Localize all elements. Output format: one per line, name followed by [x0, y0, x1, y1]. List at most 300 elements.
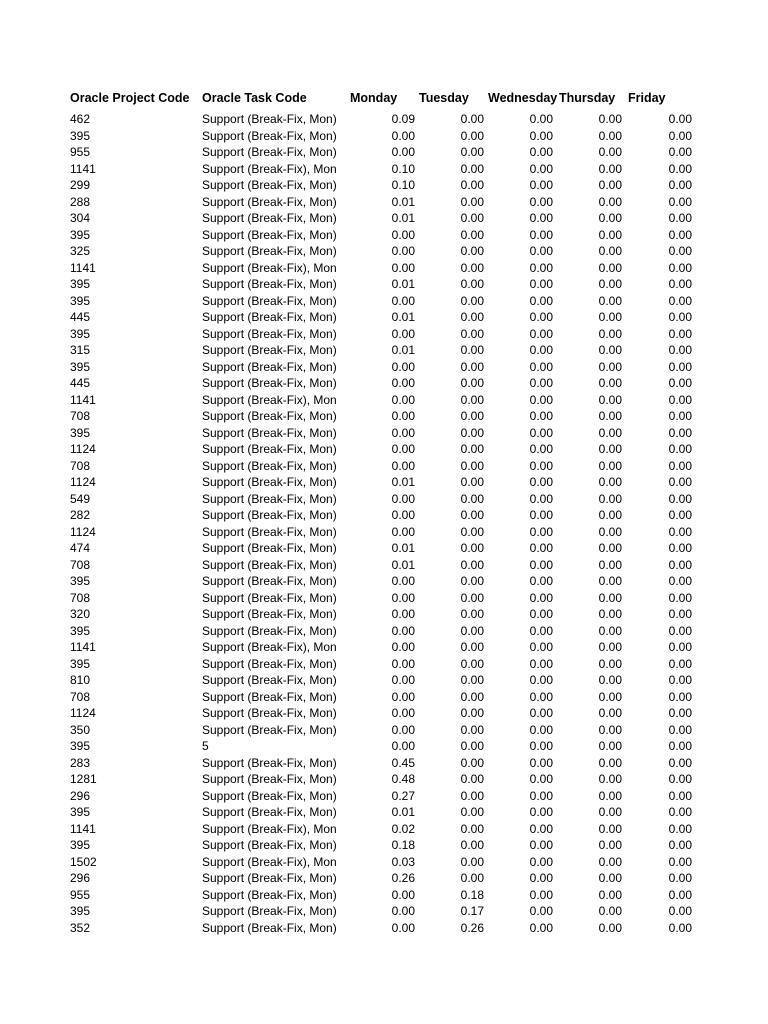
table-row	[70, 590, 710, 607]
cell-project-code: 395	[70, 623, 91, 638]
cell-thursday: 0.00	[598, 640, 622, 654]
cell-tuesday: 0.00	[460, 425, 484, 440]
table-row	[70, 326, 710, 343]
cell-wednesday: 0.00	[529, 244, 553, 258]
table-row	[70, 111, 710, 128]
table-row	[70, 375, 710, 392]
cell-project-code: 296	[70, 788, 91, 803]
cell-project-code: 395	[70, 128, 91, 143]
cell-tuesday: 0.00	[460, 838, 484, 852]
cell-thursday: 0.00	[598, 161, 622, 176]
cell-tuesday: 0.00	[460, 656, 484, 671]
cell-friday: 0.00	[668, 755, 692, 770]
cell-wednesday: 0.00	[529, 623, 553, 638]
cell-wednesday: 0.00	[529, 673, 553, 687]
cell-wednesday: 0.00	[529, 194, 553, 209]
cell-friday: 0.00	[668, 343, 692, 357]
cell-wednesday: 0.00	[529, 491, 553, 506]
table-row	[70, 128, 710, 145]
cell-thursday: 0.00	[598, 227, 622, 242]
cell-wednesday: 0.00	[529, 145, 553, 159]
cell-project-code: 299	[70, 178, 91, 192]
cell-monday: 0.00	[391, 244, 415, 258]
cell-project-code: 1141	[70, 161, 96, 176]
cell-friday: 0.00	[668, 656, 692, 671]
header-wednesday: Wednesday	[488, 91, 558, 105]
cell-friday: 0.00	[668, 442, 692, 456]
cell-thursday: 0.00	[598, 541, 622, 555]
cell-thursday: 0.00	[598, 689, 622, 704]
cell-project-code: 708	[70, 557, 91, 572]
cell-task-code: Support (Break-Fix, Mon)	[202, 689, 337, 704]
cell-wednesday: 0.00	[529, 854, 553, 869]
cell-tuesday: 0.00	[460, 590, 484, 605]
cell-project-code: 1124	[70, 442, 96, 456]
cell-wednesday: 0.00	[529, 739, 553, 753]
cell-task-code: Support (Break-Fix, Mon)	[202, 656, 337, 671]
cell-tuesday: 0.00	[460, 772, 484, 786]
cell-wednesday: 0.00	[529, 755, 553, 770]
cell-tuesday: 0.00	[460, 821, 484, 836]
header-thursday: Thursday	[559, 91, 616, 105]
cell-monday: 0.01	[391, 277, 415, 291]
cell-friday: 0.00	[668, 244, 692, 258]
cell-friday: 0.00	[668, 524, 692, 539]
cell-tuesday: 0.00	[460, 128, 484, 143]
cell-project-code: 320	[70, 607, 91, 621]
cell-thursday: 0.00	[598, 623, 622, 638]
cell-project-code: 1124	[70, 706, 96, 720]
cell-task-code: 5	[202, 739, 209, 753]
cell-tuesday: 0.00	[460, 277, 484, 291]
cell-wednesday: 0.00	[529, 227, 553, 242]
cell-wednesday: 0.00	[529, 557, 553, 572]
cell-thursday: 0.00	[598, 260, 622, 275]
cell-task-code: Support (Break-Fix, Mon)	[202, 805, 337, 819]
cell-wednesday: 0.00	[529, 541, 553, 555]
timesheet-table	[70, 89, 710, 936]
cell-wednesday: 0.00	[529, 805, 553, 819]
cell-friday: 0.00	[668, 805, 692, 819]
cell-wednesday: 0.00	[529, 607, 553, 621]
cell-tuesday: 0.00	[460, 326, 484, 341]
cell-task-code: Support (Break-Fix, Mon)	[202, 788, 337, 803]
cell-thursday: 0.00	[598, 854, 622, 869]
cell-tuesday: 0.00	[460, 574, 484, 588]
cell-wednesday: 0.00	[529, 293, 553, 308]
cell-thursday: 0.00	[598, 211, 622, 225]
cell-wednesday: 0.00	[529, 590, 553, 605]
cell-friday: 0.00	[668, 458, 692, 473]
cell-thursday: 0.00	[598, 805, 622, 819]
cell-project-code: 708	[70, 458, 91, 473]
cell-thursday: 0.00	[598, 755, 622, 770]
cell-friday: 0.00	[668, 211, 692, 225]
cell-wednesday: 0.00	[529, 310, 553, 324]
cell-tuesday: 0.00	[460, 788, 484, 803]
cell-monday: 0.00	[391, 458, 415, 473]
cell-friday: 0.00	[668, 574, 692, 588]
table-row	[70, 689, 710, 706]
cell-task-code: Support (Break-Fix, Mon)	[202, 475, 337, 489]
cell-task-code: Support (Break-Fix, Mon)	[202, 772, 337, 786]
table-row	[70, 392, 710, 409]
table-row	[70, 705, 710, 722]
cell-wednesday: 0.00	[529, 838, 553, 852]
cell-thursday: 0.00	[598, 277, 622, 291]
cell-thursday: 0.00	[598, 293, 622, 308]
cell-friday: 0.00	[668, 161, 692, 176]
table-row	[70, 903, 710, 920]
table-row	[70, 144, 710, 161]
table-row	[70, 408, 710, 425]
table-row	[70, 804, 710, 821]
cell-tuesday: 0.00	[460, 458, 484, 473]
cell-friday: 0.00	[668, 310, 692, 324]
cell-monday: 0.27	[391, 788, 415, 803]
cell-project-code: 955	[70, 887, 91, 902]
cell-monday: 0.00	[391, 128, 415, 143]
cell-thursday: 0.00	[598, 574, 622, 588]
cell-friday: 0.00	[668, 541, 692, 555]
cell-thursday: 0.00	[598, 920, 622, 935]
cell-wednesday: 0.00	[529, 211, 553, 225]
cell-monday: 0.00	[391, 739, 415, 753]
cell-tuesday: 0.00	[460, 755, 484, 770]
cell-tuesday: 0.00	[460, 145, 484, 159]
cell-monday: 0.00	[391, 640, 415, 654]
cell-project-code: 395	[70, 656, 91, 671]
cell-wednesday: 0.00	[529, 887, 553, 902]
cell-thursday: 0.00	[598, 904, 622, 918]
cell-task-code: Support (Break-Fix, Mon)	[202, 607, 337, 621]
cell-thursday: 0.00	[598, 409, 622, 423]
cell-project-code: 395	[70, 904, 91, 918]
cell-tuesday: 0.00	[460, 854, 484, 869]
cell-project-code: 395	[70, 805, 91, 819]
cell-tuesday: 0.00	[460, 359, 484, 374]
cell-project-code: 445	[70, 310, 91, 324]
cell-monday: 0.00	[391, 722, 415, 737]
cell-wednesday: 0.00	[529, 260, 553, 275]
cell-thursday: 0.00	[598, 458, 622, 473]
header-project-code: Oracle Project Code	[70, 91, 190, 105]
cell-task-code: Support (Break-Fix, Mon)	[202, 128, 337, 143]
cell-task-code: Support (Break-Fix, Mon)	[202, 293, 337, 308]
cell-tuesday: 0.00	[460, 871, 484, 885]
cell-project-code: 708	[70, 409, 91, 423]
cell-friday: 0.00	[668, 178, 692, 192]
table-row	[70, 738, 710, 755]
cell-monday: 0.18	[391, 838, 415, 852]
cell-task-code: Support (Break-Fix, Mon)	[202, 871, 337, 885]
cell-project-code: 1141	[70, 392, 96, 407]
cell-tuesday: 0.00	[460, 293, 484, 308]
cell-thursday: 0.00	[598, 838, 622, 852]
table-row	[70, 540, 710, 557]
cell-monday: 0.01	[391, 805, 415, 819]
cell-tuesday: 0.00	[460, 244, 484, 258]
cell-tuesday: 0.18	[460, 887, 484, 902]
cell-tuesday: 0.00	[460, 706, 484, 720]
cell-friday: 0.00	[668, 920, 692, 935]
cell-monday: 0.00	[391, 656, 415, 671]
cell-project-code: 395	[70, 838, 91, 852]
cell-tuesday: 0.00	[460, 376, 484, 390]
cell-tuesday: 0.00	[460, 475, 484, 489]
cell-thursday: 0.00	[598, 359, 622, 374]
cell-tuesday: 0.00	[460, 508, 484, 522]
cell-tuesday: 0.00	[460, 557, 484, 572]
cell-project-code: 352	[70, 920, 91, 935]
cell-tuesday: 0.00	[460, 805, 484, 819]
cell-thursday: 0.00	[598, 673, 622, 687]
cell-thursday: 0.00	[598, 788, 622, 803]
cell-task-code: Support (Break-Fix, Mon)	[202, 623, 337, 638]
cell-friday: 0.00	[668, 607, 692, 621]
cell-task-code: Support (Break-Fix, Mon)	[202, 524, 337, 539]
cell-task-code: Support (Break-Fix), Mon	[202, 640, 337, 654]
cell-tuesday: 0.00	[460, 640, 484, 654]
cell-tuesday: 0.00	[460, 722, 484, 737]
table-row	[70, 425, 710, 442]
cell-friday: 0.00	[668, 508, 692, 522]
table-row	[70, 557, 710, 574]
cell-monday: 0.00	[391, 442, 415, 456]
cell-wednesday: 0.00	[529, 508, 553, 522]
cell-wednesday: 0.00	[529, 920, 553, 935]
cell-monday: 0.00	[391, 706, 415, 720]
cell-friday: 0.00	[668, 260, 692, 275]
cell-wednesday: 0.00	[529, 788, 553, 803]
cell-wednesday: 0.00	[529, 706, 553, 720]
cell-thursday: 0.00	[598, 557, 622, 572]
table-row	[70, 887, 710, 904]
cell-thursday: 0.00	[598, 326, 622, 341]
cell-thursday: 0.00	[598, 112, 622, 126]
cell-monday: 0.00	[391, 508, 415, 522]
cell-thursday: 0.00	[598, 442, 622, 456]
cell-project-code: 462	[70, 112, 91, 126]
cell-project-code: 1141	[70, 821, 96, 836]
cell-friday: 0.00	[668, 293, 692, 308]
cell-task-code: Support (Break-Fix), Mon	[202, 161, 337, 176]
table-row	[70, 227, 710, 244]
cell-project-code: 810	[70, 673, 91, 687]
cell-monday: 0.00	[391, 524, 415, 539]
cell-wednesday: 0.00	[529, 458, 553, 473]
cell-monday: 0.10	[391, 161, 415, 176]
cell-tuesday: 0.00	[460, 178, 484, 192]
cell-task-code: Support (Break-Fix, Mon)	[202, 227, 337, 242]
cell-task-code: Support (Break-Fix, Mon)	[202, 194, 337, 209]
cell-project-code: 395	[70, 227, 91, 242]
cell-monday: 0.00	[391, 425, 415, 440]
cell-friday: 0.00	[668, 904, 692, 918]
cell-project-code: 395	[70, 277, 91, 291]
cell-tuesday: 0.00	[460, 392, 484, 407]
cell-tuesday: 0.00	[460, 739, 484, 753]
cell-task-code: Support (Break-Fix, Mon)	[202, 244, 337, 258]
table-row	[70, 276, 710, 293]
cell-wednesday: 0.00	[529, 656, 553, 671]
cell-project-code: 708	[70, 590, 91, 605]
table-row	[70, 524, 710, 541]
cell-tuesday: 0.00	[460, 673, 484, 687]
table-row	[70, 161, 710, 178]
table-row	[70, 672, 710, 689]
cell-monday: 0.48	[391, 772, 415, 786]
cell-friday: 0.00	[668, 871, 692, 885]
cell-tuesday: 0.00	[460, 343, 484, 357]
cell-task-code: Support (Break-Fix, Mon)	[202, 112, 337, 126]
cell-project-code: 304	[70, 211, 91, 225]
cell-friday: 0.00	[668, 376, 692, 390]
cell-task-code: Support (Break-Fix, Mon)	[202, 376, 337, 390]
cell-wednesday: 0.00	[529, 425, 553, 440]
cell-monday: 0.00	[391, 293, 415, 308]
cell-thursday: 0.00	[598, 128, 622, 143]
cell-monday: 0.00	[391, 145, 415, 159]
cell-monday: 0.26	[391, 871, 415, 885]
cell-task-code: Support (Break-Fix, Mon)	[202, 310, 337, 324]
cell-task-code: Support (Break-Fix, Mon)	[202, 673, 337, 687]
cell-monday: 0.01	[391, 475, 415, 489]
cell-thursday: 0.00	[598, 821, 622, 836]
table-row	[70, 722, 710, 739]
cell-friday: 0.00	[668, 227, 692, 242]
table-row	[70, 623, 710, 640]
cell-project-code: 395	[70, 574, 91, 588]
cell-monday: 0.00	[391, 574, 415, 588]
table-body	[70, 111, 710, 936]
table-row	[70, 788, 710, 805]
cell-wednesday: 0.00	[529, 640, 553, 654]
cell-project-code: 1124	[70, 524, 96, 539]
cell-thursday: 0.00	[598, 475, 622, 489]
cell-project-code: 395	[70, 739, 91, 753]
cell-monday: 0.03	[391, 854, 415, 869]
cell-task-code: Support (Break-Fix, Mon)	[202, 343, 337, 357]
table-row	[70, 194, 710, 211]
table-row	[70, 441, 710, 458]
cell-friday: 0.00	[668, 359, 692, 374]
cell-task-code: Support (Break-Fix, Mon)	[202, 178, 337, 192]
cell-task-code: Support (Break-Fix, Mon)	[202, 508, 337, 522]
cell-wednesday: 0.00	[529, 112, 553, 126]
cell-project-code: 315	[70, 343, 91, 357]
cell-project-code: 1124	[70, 475, 96, 489]
cell-friday: 0.00	[668, 887, 692, 902]
cell-friday: 0.00	[668, 557, 692, 572]
cell-task-code: Support (Break-Fix, Mon)	[202, 590, 337, 605]
cell-task-code: Support (Break-Fix, Mon)	[202, 541, 337, 555]
cell-wednesday: 0.00	[529, 326, 553, 341]
cell-friday: 0.00	[668, 673, 692, 687]
cell-project-code: 350	[70, 722, 91, 737]
cell-monday: 0.01	[391, 557, 415, 572]
cell-tuesday: 0.00	[460, 689, 484, 704]
cell-monday: 0.45	[391, 755, 415, 770]
cell-monday: 0.00	[391, 326, 415, 341]
cell-tuesday: 0.00	[460, 194, 484, 209]
cell-monday: 0.01	[391, 343, 415, 357]
cell-thursday: 0.00	[598, 887, 622, 902]
cell-friday: 0.00	[668, 475, 692, 489]
cell-project-code: 395	[70, 326, 91, 341]
cell-tuesday: 0.00	[460, 211, 484, 225]
cell-task-code: Support (Break-Fix, Mon)	[202, 277, 337, 291]
cell-friday: 0.00	[668, 409, 692, 423]
cell-task-code: Support (Break-Fix, Mon)	[202, 722, 337, 737]
cell-task-code: Support (Break-Fix, Mon)	[202, 904, 337, 918]
cell-tuesday: 0.00	[460, 541, 484, 555]
cell-thursday: 0.00	[598, 491, 622, 506]
header-friday: Friday	[628, 91, 666, 105]
cell-friday: 0.00	[668, 854, 692, 869]
table-row	[70, 920, 710, 937]
table-row	[70, 771, 710, 788]
cell-project-code: 283	[70, 755, 91, 770]
cell-friday: 0.00	[668, 623, 692, 638]
cell-thursday: 0.00	[598, 739, 622, 753]
cell-monday: 0.01	[391, 194, 415, 209]
table-row	[70, 821, 710, 838]
cell-friday: 0.00	[668, 194, 692, 209]
cell-wednesday: 0.00	[529, 128, 553, 143]
table-row	[70, 177, 710, 194]
cell-wednesday: 0.00	[529, 409, 553, 423]
cell-task-code: Support (Break-Fix, Mon)	[202, 145, 337, 159]
cell-monday: 0.00	[391, 392, 415, 407]
cell-thursday: 0.00	[598, 244, 622, 258]
cell-task-code: Support (Break-Fix, Mon)	[202, 326, 337, 341]
cell-task-code: Support (Break-Fix), Mon	[202, 821, 337, 836]
cell-friday: 0.00	[668, 590, 692, 605]
cell-wednesday: 0.00	[529, 871, 553, 885]
cell-wednesday: 0.00	[529, 722, 553, 737]
cell-friday: 0.00	[668, 392, 692, 407]
cell-tuesday: 0.00	[460, 623, 484, 638]
cell-friday: 0.00	[668, 722, 692, 737]
cell-project-code: 955	[70, 145, 91, 159]
table-row	[70, 293, 710, 310]
cell-friday: 0.00	[668, 112, 692, 126]
cell-project-code: 296	[70, 871, 91, 885]
cell-project-code: 395	[70, 425, 91, 440]
cell-task-code: Support (Break-Fix, Mon)	[202, 211, 337, 225]
cell-monday: 0.00	[391, 904, 415, 918]
cell-monday: 0.09	[391, 112, 415, 126]
cell-project-code: 549	[70, 491, 91, 506]
cell-task-code: Support (Break-Fix, Mon)	[202, 706, 337, 720]
cell-tuesday: 0.17	[460, 904, 484, 918]
cell-thursday: 0.00	[598, 178, 622, 192]
cell-tuesday: 0.00	[460, 607, 484, 621]
cell-thursday: 0.00	[598, 871, 622, 885]
cell-thursday: 0.00	[598, 145, 622, 159]
cell-wednesday: 0.00	[529, 359, 553, 374]
cell-monday: 0.00	[391, 590, 415, 605]
cell-project-code: 288	[70, 194, 91, 209]
cell-project-code: 1141	[70, 260, 96, 275]
cell-monday: 0.00	[391, 920, 415, 935]
cell-friday: 0.00	[668, 772, 692, 786]
cell-thursday: 0.00	[598, 194, 622, 209]
cell-friday: 0.00	[668, 821, 692, 836]
header-tuesday: Tuesday	[419, 91, 469, 105]
cell-monday: 0.00	[391, 689, 415, 704]
